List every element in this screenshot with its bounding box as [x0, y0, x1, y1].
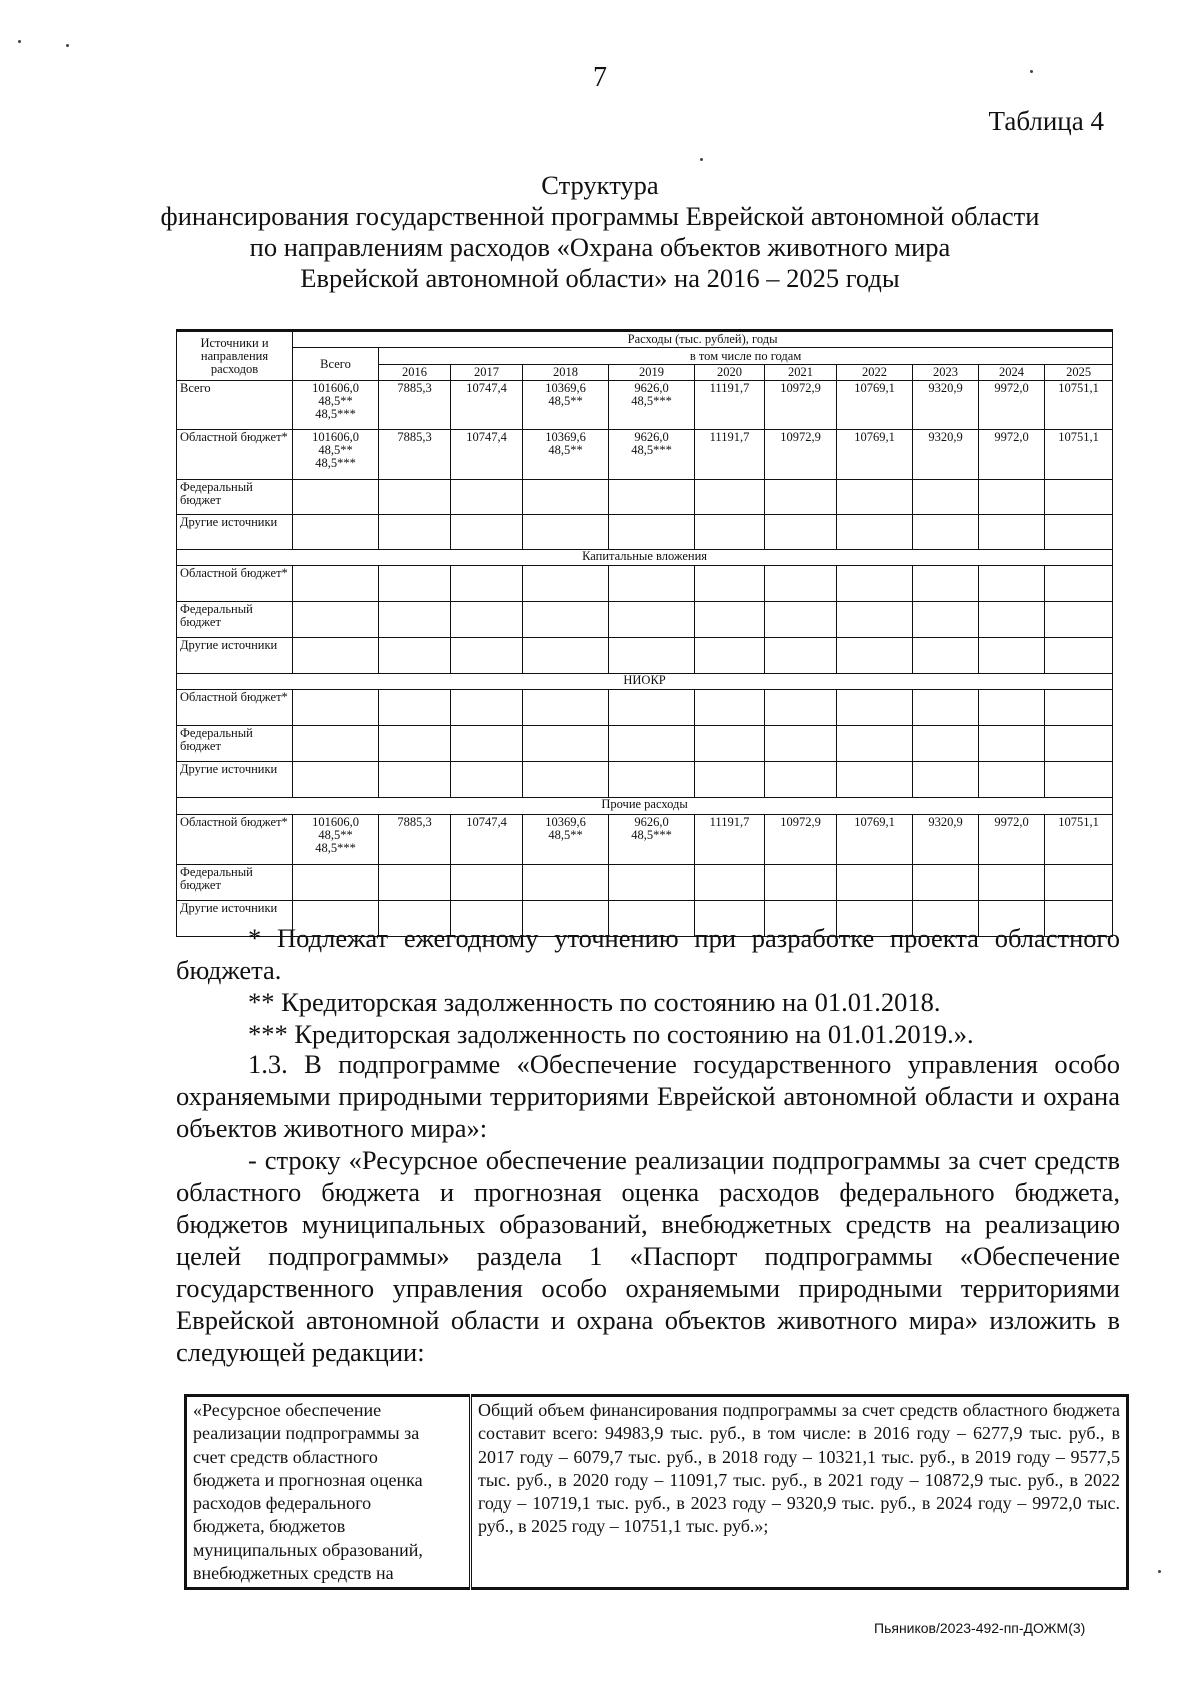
table-cell	[451, 514, 523, 549]
table-cell	[1045, 726, 1113, 762]
table-cell	[1045, 514, 1113, 549]
table-row	[177, 864, 1113, 900]
table-cell	[523, 762, 609, 798]
table-cell	[837, 514, 913, 549]
footnotes	[176, 922, 1120, 1050]
table-cell	[293, 726, 379, 762]
table-row	[177, 479, 1113, 514]
table-cell	[293, 514, 379, 549]
table-cell	[293, 690, 379, 726]
table-cell	[695, 601, 765, 637]
table-cell	[379, 638, 451, 674]
table-cell	[765, 514, 837, 549]
table-cell	[1045, 479, 1113, 514]
scan-speck	[66, 44, 69, 47]
table-cell	[451, 565, 523, 601]
table-cell	[1045, 565, 1113, 601]
table-cell	[765, 479, 837, 514]
header-expenses: Расходы (тыс. рублей), годы	[293, 331, 1113, 348]
table-cell	[523, 601, 609, 637]
table-cell	[695, 864, 765, 900]
table-cell	[979, 601, 1045, 637]
table-row	[177, 814, 1113, 864]
table-cell	[293, 762, 379, 798]
table-cell	[837, 479, 913, 514]
table-cell	[695, 690, 765, 726]
table-cell: 10769,1	[837, 381, 913, 430]
table-row	[177, 429, 1113, 479]
table-cell	[451, 864, 523, 900]
table-cell	[1045, 601, 1113, 637]
table-cell	[695, 762, 765, 798]
resource-table	[184, 1394, 1129, 1590]
footnote-3: *** Кредиторская задолженность по состоянию на 01.01.2019.».	[248, 1019, 974, 1049]
header-year: 2020	[695, 364, 765, 380]
table-cell	[523, 479, 609, 514]
table-cell	[379, 479, 451, 514]
table-row	[177, 726, 1113, 762]
table-cell	[913, 514, 979, 549]
table-cell	[979, 864, 1045, 900]
row-label: Федеральный бюджет	[177, 479, 293, 514]
row-label: Другие источники	[177, 900, 293, 936]
row-label: Областной бюджет*	[177, 690, 293, 726]
table-cell: 9626,0 48,5***	[609, 381, 695, 430]
table-cell: 10972,9	[765, 814, 837, 864]
table-cell: 10769,1	[837, 429, 913, 479]
row-label: Всего	[177, 381, 293, 430]
table-cell	[293, 864, 379, 900]
table-cell	[913, 762, 979, 798]
title-line: Еврейской автономной области» на 2016 – 2025 годы	[300, 263, 900, 293]
section-header: Прочие расходы	[177, 798, 1113, 814]
table-cell	[379, 726, 451, 762]
table-cell: 9320,9	[913, 814, 979, 864]
table-cell	[451, 690, 523, 726]
table-cell	[293, 565, 379, 601]
section-header: НИОКР	[177, 674, 1113, 690]
header-year: 2018	[523, 364, 609, 380]
table-cell	[837, 690, 913, 726]
table-cell	[609, 565, 695, 601]
table-cell	[609, 601, 695, 637]
row-label: Другие источники	[177, 638, 293, 674]
table-cell	[609, 864, 695, 900]
table-cell: 10751,1	[1045, 381, 1113, 430]
table-cell	[765, 864, 837, 900]
header-year: 2016	[379, 364, 451, 380]
row-label: Областной бюджет*	[177, 429, 293, 479]
row-label: Областной бюджет*	[177, 814, 293, 864]
table-row	[177, 381, 1113, 430]
table-cell: 101606,0 48,5** 48,5***	[293, 429, 379, 479]
table-cell	[293, 638, 379, 674]
table-cell: 9972,0	[979, 814, 1045, 864]
table-cell	[451, 762, 523, 798]
table-cell	[451, 601, 523, 637]
table-cell: 7885,3	[379, 429, 451, 479]
table-row	[177, 690, 1113, 726]
table-cell: 10747,4	[451, 429, 523, 479]
table-cell	[609, 690, 695, 726]
table-cell	[979, 690, 1045, 726]
table-cell	[913, 726, 979, 762]
row-label: Областной бюджет*	[177, 565, 293, 601]
table-cell: 101606,0 48,5** 48,5***	[293, 381, 379, 430]
table-cell	[837, 565, 913, 601]
table-cell: 9320,9	[913, 429, 979, 479]
footnote-2: ** Кредиторская задолженность по состоянию на 01.01.2018.	[248, 987, 941, 1017]
table-cell	[913, 565, 979, 601]
table-label: Таблица 4	[988, 106, 1104, 136]
table-cell	[913, 601, 979, 637]
table-cell	[979, 762, 1045, 798]
table-cell	[609, 762, 695, 798]
table-cell	[1045, 690, 1113, 726]
table-cell	[837, 601, 913, 637]
header-by-years: в том числе по годам	[379, 348, 1113, 364]
table-cell	[913, 479, 979, 514]
table-cell	[979, 565, 1045, 601]
table-cell	[523, 514, 609, 549]
table-row	[177, 601, 1113, 637]
title-line: Структура	[541, 170, 659, 200]
table-cell: 101606,0 48,5** 48,5***	[293, 814, 379, 864]
table-cell	[913, 638, 979, 674]
table-cell	[379, 864, 451, 900]
table-cell	[523, 864, 609, 900]
table-cell	[293, 601, 379, 637]
table-cell: 10972,9	[765, 429, 837, 479]
table-cell: 11191,7	[695, 381, 765, 430]
table-cell: 10751,1	[1045, 814, 1113, 864]
table-cell: 10747,4	[451, 381, 523, 430]
table-cell	[979, 726, 1045, 762]
resource-text: Общий объем финансирования подпрограммы за счет средств областного бюджета составит всего: 94983,9 тыс. руб., в том числе: в 2016 году – 6277,9 тыс. руб., в 2017 году – 6079,7 тыс. руб., в 2018 году – 10321,1 тыс. руб., в 2019 году – 9577,5 тыс. руб., в 2020 году – 11091,7 тыс. руб., в 2021 году – 10872,9 тыс. руб., в 2022 году – 10719,1 тыс. руб., в 2023 году – 9320,9 тыс. руб., в 2024 году – 9972,0 тыс. руб., в 2025 году – 10751,1 тыс. руб.»;	[471, 1396, 1128, 1589]
header-year: 2025	[1045, 364, 1113, 380]
table-cell	[1045, 864, 1113, 900]
table-cell: 9626,0 48,5***	[609, 429, 695, 479]
scan-speck	[18, 40, 21, 43]
section-header: Капитальные вложения	[177, 549, 1113, 565]
row-label: Федеральный бюджет	[177, 601, 293, 637]
table-cell	[523, 726, 609, 762]
row-label: Федеральный бюджет	[177, 864, 293, 900]
table-cell: 10751,1	[1045, 429, 1113, 479]
table-cell	[837, 726, 913, 762]
title-line: по направлениям расходов «Охрана объектов животного мира	[249, 232, 951, 262]
table-cell	[451, 726, 523, 762]
table-cell	[695, 479, 765, 514]
table-cell	[523, 638, 609, 674]
table-cell	[1045, 762, 1113, 798]
table-cell	[609, 479, 695, 514]
table-cell: 11191,7	[695, 429, 765, 479]
table-cell: 10972,9	[765, 381, 837, 430]
header-year: 2021	[765, 364, 837, 380]
scan-speck	[1158, 1570, 1161, 1573]
table-title	[60, 170, 1140, 294]
table-cell	[765, 690, 837, 726]
table-cell: 9972,0	[979, 381, 1045, 430]
table-row	[177, 638, 1113, 674]
table-cell	[765, 601, 837, 637]
table-cell	[979, 479, 1045, 514]
table-cell: 10369,6 48,5**	[523, 429, 609, 479]
table-cell	[379, 690, 451, 726]
table-cell	[913, 690, 979, 726]
table-cell	[695, 638, 765, 674]
header-year: 2019	[609, 364, 695, 380]
table-cell: 9626,0 48,5***	[609, 814, 695, 864]
header-year: 2022	[837, 364, 913, 380]
table-cell: 10369,6 48,5**	[523, 814, 609, 864]
row-label: Другие источники	[177, 762, 293, 798]
table-cell	[609, 726, 695, 762]
table-cell	[609, 638, 695, 674]
table-cell	[379, 601, 451, 637]
table-cell	[695, 514, 765, 549]
header-year: 2024	[979, 364, 1045, 380]
table-row	[177, 514, 1113, 549]
table-cell	[379, 565, 451, 601]
table-cell	[979, 638, 1045, 674]
financing-table	[176, 329, 1113, 937]
table-cell	[293, 479, 379, 514]
resource-label: «Ресурсное обеспечение реализации подпрограммы за счет средств областного бюджета и прогнозная оценка расходов федерального бюджета, бюджетов муниципальных образований, внебюджетных средств на	[186, 1396, 471, 1589]
title-line: финансирования государственной программы Еврейской автономной области	[160, 201, 1040, 231]
table-cell	[979, 514, 1045, 549]
table-cell: 7885,3	[379, 381, 451, 430]
row-label: Федеральный бюджет	[177, 726, 293, 762]
header-total: Всего	[293, 348, 379, 381]
table-cell	[609, 514, 695, 549]
table-cell	[523, 565, 609, 601]
table-cell	[451, 479, 523, 514]
table-cell: 9320,9	[913, 381, 979, 430]
table-cell: 7885,3	[379, 814, 451, 864]
table-cell	[765, 565, 837, 601]
table-row	[177, 565, 1113, 601]
table-cell	[695, 726, 765, 762]
table-cell	[837, 762, 913, 798]
table-cell: 9972,0	[979, 429, 1045, 479]
header-sources: Источники и направления расходов	[177, 331, 293, 381]
header-year: 2023	[913, 364, 979, 380]
table-cell: 11191,7	[695, 814, 765, 864]
table-cell	[451, 638, 523, 674]
table-cell	[523, 690, 609, 726]
table-cell	[837, 638, 913, 674]
table-cell	[379, 762, 451, 798]
document-code: Пьяников/2023-492-пп-ДОЖМ(3)	[874, 1620, 1086, 1636]
table-cell: 10747,4	[451, 814, 523, 864]
table-cell	[1045, 638, 1113, 674]
footnote-1: * Подлежат ежегодному уточнению при разработке проекта областного бюджета.	[176, 923, 1120, 985]
body-text	[176, 1048, 1120, 1368]
table-row	[177, 762, 1113, 798]
paragraph-1-3: 1.3. В подпрограмме «Обеспечение государственного управления особо охраняемыми природными территориями Еврейской автономной области и охрана объектов животного мира»:	[176, 1049, 1120, 1143]
table-cell	[837, 864, 913, 900]
table-cell	[913, 864, 979, 900]
table-cell	[379, 514, 451, 549]
table-cell: 10769,1	[837, 814, 913, 864]
scan-speck	[700, 158, 703, 161]
page-number: 7	[593, 62, 607, 93]
paragraph-instruction: - строку «Ресурсное обеспечение реализации подпрограммы за счет средств областного бюджета и прогнозная оценка расходов федерального бюджета, бюджетов муниципальных образований, внебюджетных средств на реализацию целей подпрограммы» раздела 1 «Паспорт подпрограммы «Обеспечение государственного управления особо охраняемыми природными территориями Еврейской автономной области и охрана объектов животного мира» изложить в следующей редакции:	[176, 1145, 1120, 1367]
table-cell: 10369,6 48,5**	[523, 381, 609, 430]
table-cell	[765, 726, 837, 762]
header-year: 2017	[451, 364, 523, 380]
row-label: Другие источники	[177, 514, 293, 549]
table-cell	[695, 565, 765, 601]
table-cell	[765, 638, 837, 674]
table-cell	[765, 762, 837, 798]
